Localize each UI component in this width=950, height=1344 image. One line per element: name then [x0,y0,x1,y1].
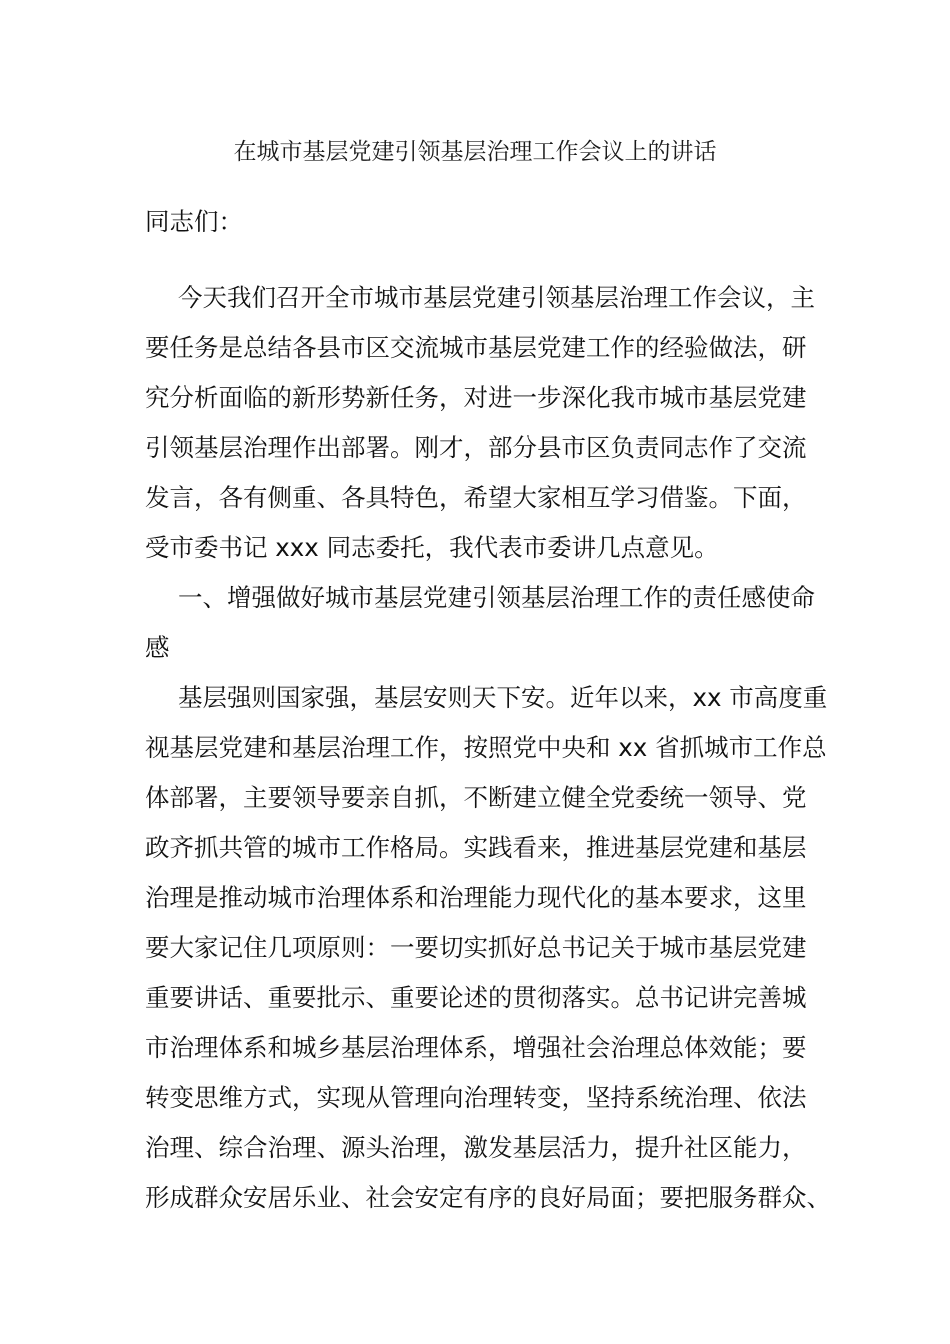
body-line: 要大家记住几项原则：一要切实抓好总书记关于城市基层党建 [145,933,807,962]
body-line: 市治理体系和城乡基层治理体系，增强社会治理总体效能；要 [145,1033,807,1062]
body-line: 发言，各有侧重、各具特色，希望大家相互学习借鉴。下面， [145,483,807,512]
body-line: 转变思维方式，实现从管理向治理转变，坚持系统治理、依法 [145,1083,807,1112]
body-line: 基层强则国家强，基层安则天下安。近年以来，xx 市高度重 [178,683,828,712]
body-line: 治理、综合治理、源头治理，激发基层活力，提升社区能力， [145,1133,807,1162]
body-line: 受市委书记 xxx 同志委托，我代表市委讲几点意见。 [145,533,719,562]
section-heading-line: 感 [145,633,170,662]
body-line: 今天我们召开全市城市基层党建引领基层治理工作会议，主 [178,283,815,312]
body-line: 治理是推动城市治理体系和治理能力现代化的基本要求，这里 [145,883,807,912]
body-line: 究分析面临的新形势新任务，对进一步深化我市城市基层党建 [145,383,807,412]
body-line: 引领基层治理作出部署。刚才，部分县市区负责同志作了交流 [145,433,807,462]
body-line: 要任务是总结各县市区交流城市基层党建工作的经验做法，研 [145,333,807,362]
body-line: 重要讲话、重要批示、重要论述的贯彻落实。总书记讲完善城 [145,983,807,1012]
section-heading-line: 一、增强做好城市基层党建引领基层治理工作的责任感使命 [178,583,815,612]
body-line: 政齐抓共管的城市工作格局。实践看来，推进基层党建和基层 [145,833,807,862]
body-line: 视基层党建和基层治理工作，按照党中央和 xx 省抓城市工作总 [145,733,827,762]
document-title: 在城市基层党建引领基层治理工作会议上的讲话 [233,139,717,165]
body-line: 体部署，主要领导要亲自抓，不断建立健全党委统一领导、党 [145,783,807,812]
salutation-line: 同志们： [145,207,243,236]
body-line: 形成群众安居乐业、社会安定有序的良好局面；要把服务群众、 [145,1183,831,1212]
